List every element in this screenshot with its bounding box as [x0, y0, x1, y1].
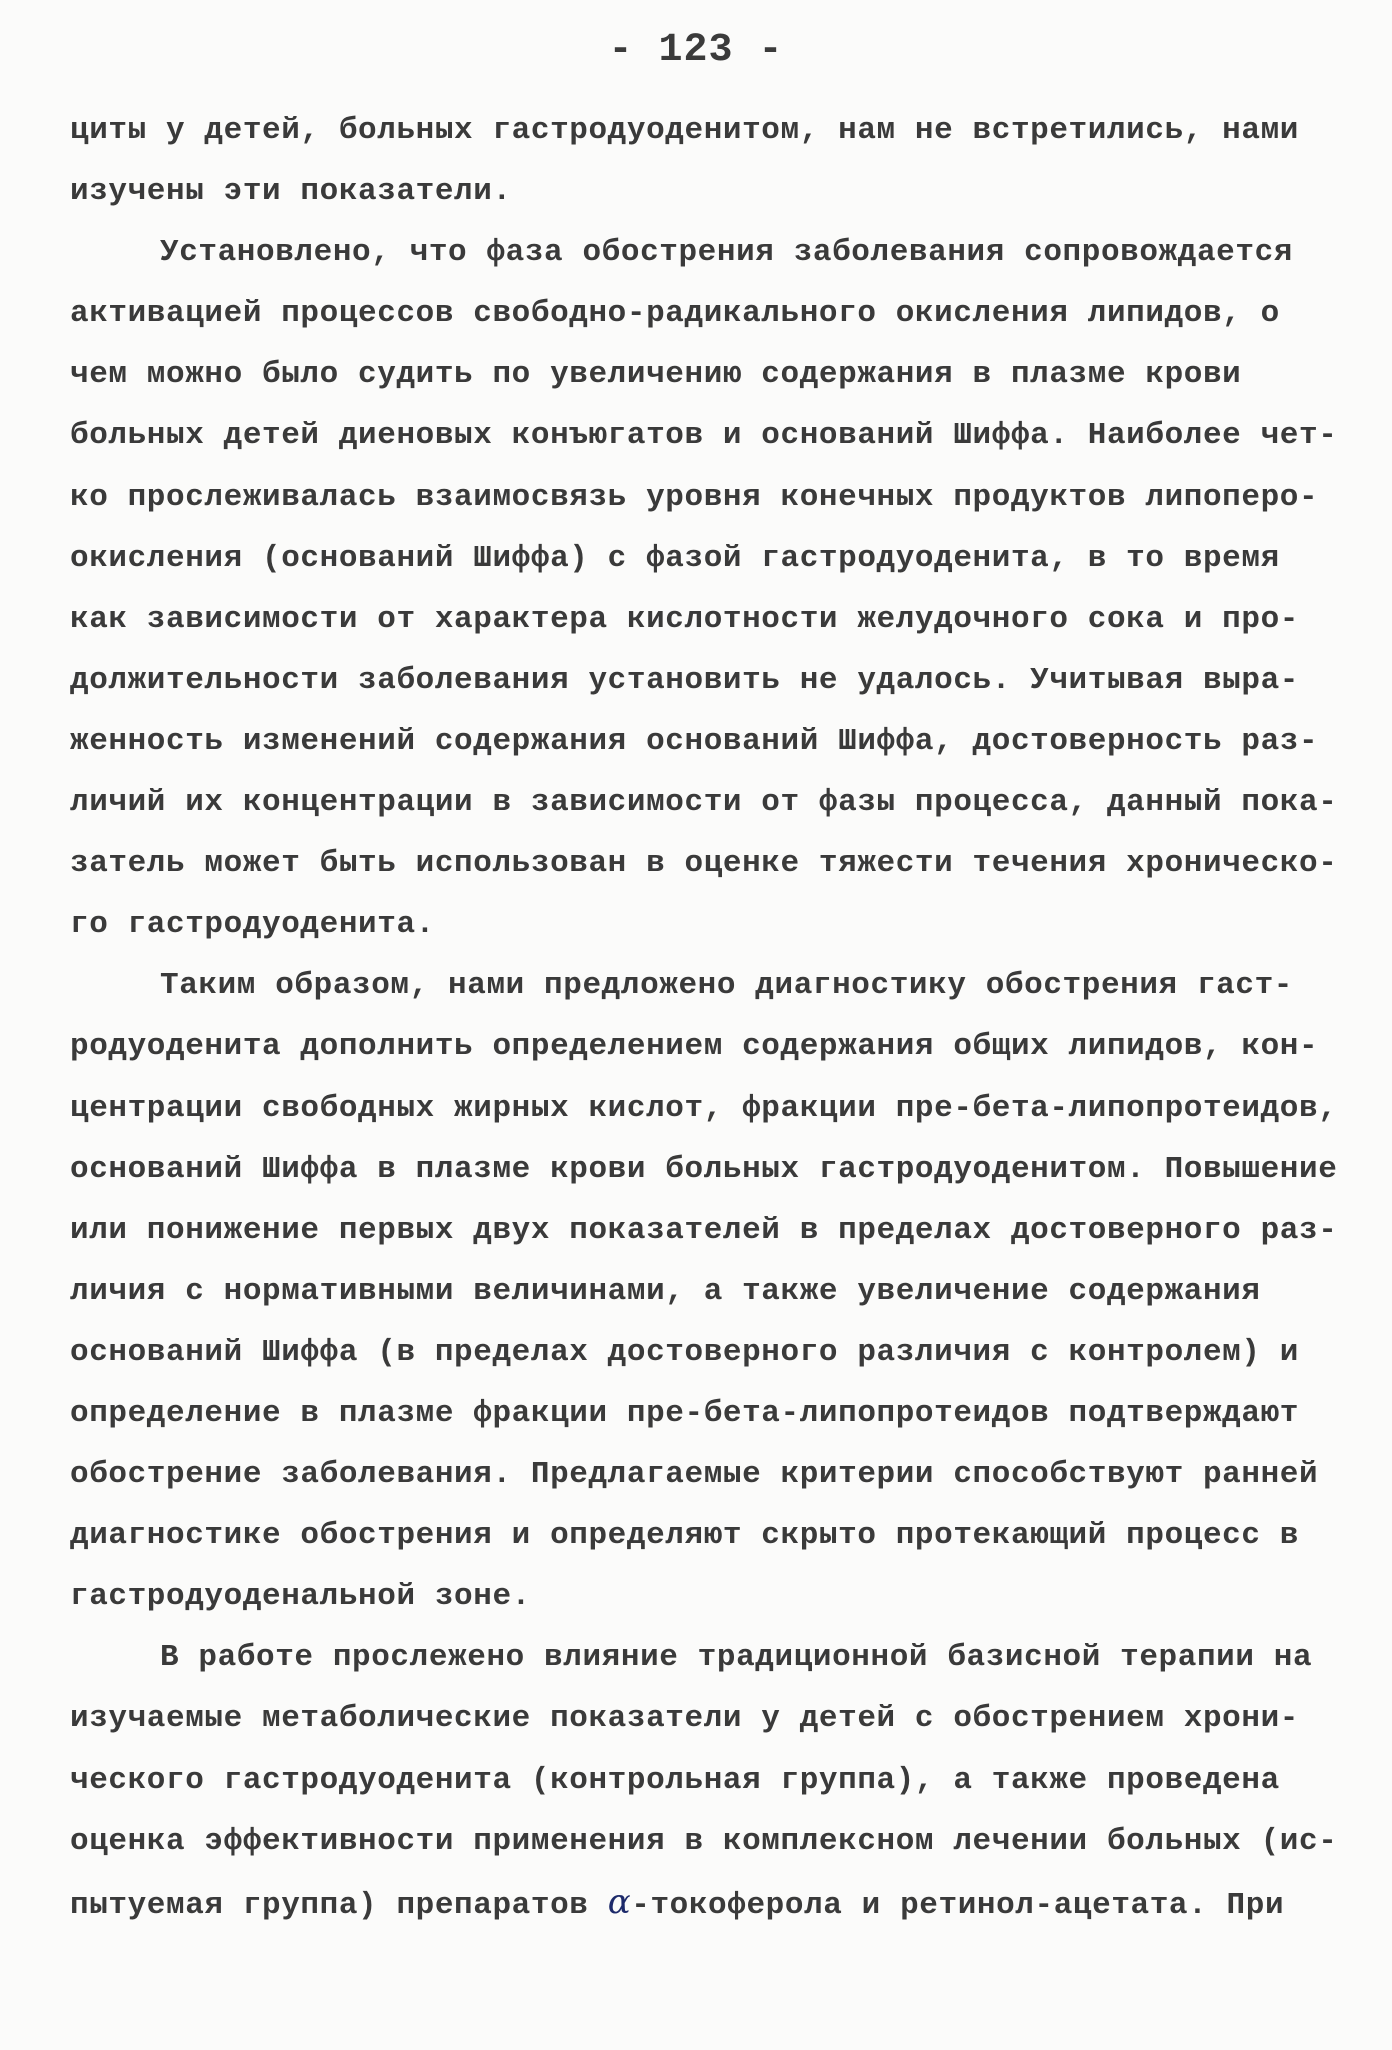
paragraph-findings [70, 222, 1338, 955]
text-line: личий их концентрации в зависимости от фазы процесса, данный пока- [70, 785, 1338, 821]
text-line: определение в плазме фракции пре-бета-липопротеидов подтверждают [70, 1395, 1299, 1431]
text-line: диагностике обострения и определяют скрыто протекающий процесс в [70, 1518, 1299, 1554]
text-line: изучаемые метаболические показатели у детей с обострением хрони- [70, 1701, 1299, 1737]
text-line: оснований Шиффа в плазме крови больных гастродуоденитом. Повышение [70, 1151, 1338, 1187]
text-line: В работе прослежено влияние традиционной базисной терапии на [160, 1640, 1313, 1676]
text-line: личия с нормативными величинами, а также увеличение содержания [70, 1273, 1261, 1309]
text-segment: пытуемая группа) препаратов [70, 1887, 608, 1923]
text-line: ческого гастродуоденита (контрольная группа), а также проведена [70, 1762, 1280, 1798]
text-line: окисления (оснований Шиффа) с фазой гастродуоденита, в то время [70, 540, 1280, 576]
text-line: гастродуоденальной зоне. [70, 1579, 531, 1615]
text-line: больных детей диеновых конъюгатов и оснований Шиффа. Наиболее чет- [70, 418, 1338, 454]
text-line: родуоденита дополнить определением содержания общих липидов, кон- [70, 1029, 1319, 1065]
text-segment: -токоферола и ретинол-ацетата. При [631, 1887, 1285, 1923]
document-body [70, 100, 1338, 1936]
text-line: затель может быть использован в оценке тяжести течения хроническо- [70, 846, 1338, 882]
handwritten-alpha-symbol: α [607, 1881, 632, 1922]
text-line: оснований Шиффа (в пределах достоверного различия с контролем) и [70, 1334, 1299, 1370]
text-line: Установлено, что фаза обострения заболевания сопровождается [160, 235, 1293, 271]
text-line: женность изменений содержания оснований Шиффа, достоверность раз- [70, 723, 1319, 759]
text-line: обострение заболевания. Предлагаемые критерии способствуют ранней [70, 1457, 1319, 1493]
text-line: как зависимости от характера кислотности желудочного сока и про- [70, 601, 1299, 637]
text-line: изучены эти показатели. [70, 174, 512, 210]
text-line: активацией процессов свободно-радикального окисления липидов, о [70, 296, 1280, 332]
text-line: циты у детей, больных гастродуоденитом, нам не встретились, нами [70, 113, 1299, 148]
text-line: или понижение первых двух показателей в пределах достоверного раз- [70, 1212, 1338, 1248]
text-line: чем можно было судить по увеличению содержания в плазме крови [70, 357, 1242, 393]
text-line: го гастродуоденита. [70, 907, 435, 943]
text-line: центрации свободных жирных кислот, фракции пре-бета-липопротеидов, [70, 1090, 1338, 1126]
text-line: оценка эффективности применения в комплексном лечении больных (ис- [70, 1823, 1338, 1859]
page-number: - 123 - [608, 28, 784, 73]
paragraph-continuation [70, 100, 1310, 222]
text-line: должительности заболевания установить не удалось. Учитывая выра- [70, 662, 1299, 698]
text-line-last [70, 1872, 1310, 1936]
paragraph-therapy [70, 1627, 1338, 1935]
paragraph-conclusion [70, 955, 1338, 1627]
text-line: ко прослеживалась взаимосвязь уровня конечных продуктов липоперо- [70, 479, 1319, 515]
text-line: Таким образом, нами предложено диагностику обострения гаст- [160, 968, 1293, 1004]
